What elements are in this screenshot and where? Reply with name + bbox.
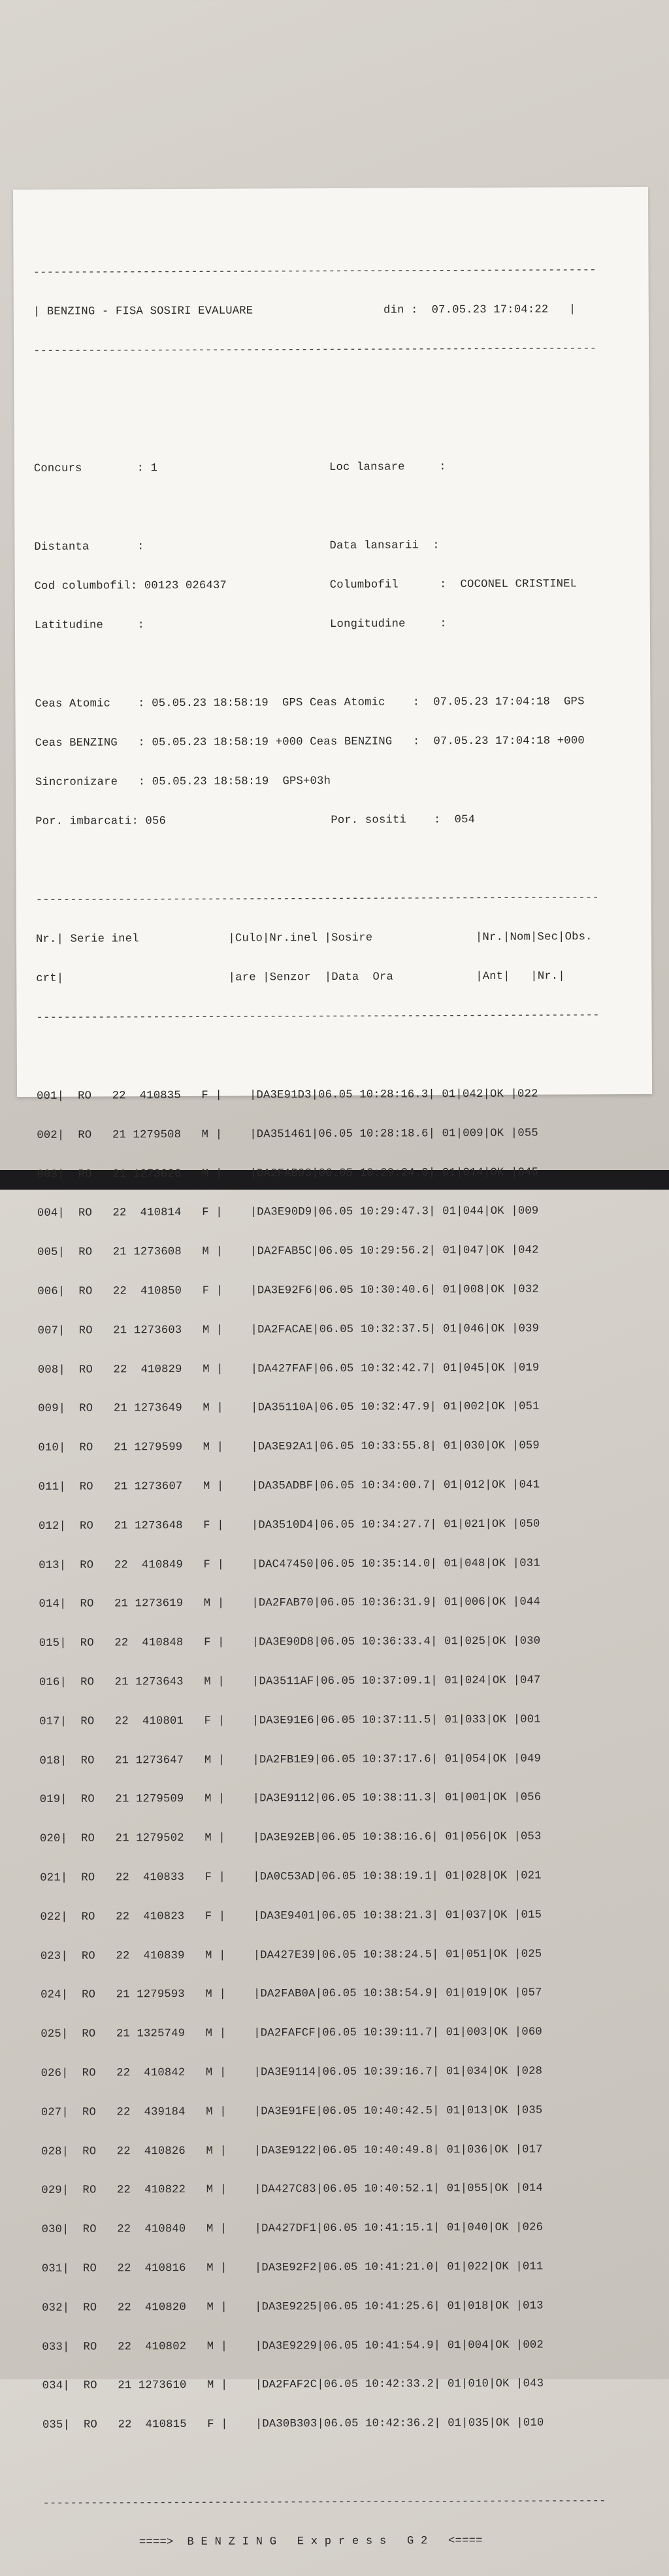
header-top-rule: ---------------------------------------------------------------------------------- bbox=[35, 892, 599, 907]
table-row: 035| RO 22 410815 F | |DA30B303|06.05 10:42:36.2| 01|035|OK |010 bbox=[42, 2417, 544, 2432]
info-line-blank-2 bbox=[35, 656, 636, 672]
report-title: | BENZING - FISA SOSIRI EVALUARE din : 07.05.23 17:04:22 | bbox=[33, 303, 576, 318]
table-row: 007| RO 21 1273603 M | |DA2FACAE|06.05 10:32:37.5| 01|046|OK |039 bbox=[37, 1322, 540, 1337]
table-row: 017| RO 22 410801 F | |DA3E91E6|06.05 10:37:11.5| 01|033|OK |001 bbox=[39, 1713, 541, 1728]
info-block bbox=[34, 434, 637, 855]
table-row: 021| RO 22 410833 F | |DA0C53AD|06.05 10:38:19.1| 01|028|OK |021 bbox=[40, 1869, 542, 1884]
table-row: 027| RO 22 439184 M | |DA3E91FE|06.05 10:40:42.5| 01|013|OK |035 bbox=[41, 2104, 543, 2119]
table-row: 031| RO 22 410816 M | |DA3E92F2|06.05 10:41:21.0| 01|022|OK |011 bbox=[41, 2260, 544, 2275]
table-row: 028| RO 22 410826 M | |DA3E9122|06.05 10:40:49.8| 01|036|OK |017 bbox=[41, 2143, 543, 2158]
table-row: 033| RO 22 410802 M | |DA3E9229|06.05 10:41:54.9| 01|004|OK |002 bbox=[42, 2339, 544, 2354]
table-row: 015| RO 22 410848 F | |DA3E90D8|06.05 10:36:33.4| 01|025|OK |030 bbox=[39, 1635, 541, 1650]
title-rule: ---------------------------------------------------------------------------------- bbox=[33, 343, 597, 358]
info-line-columbofil: Cod columbofil: 00123 026437 Columbofil : COCONEL CRISTINEL bbox=[34, 578, 578, 593]
table-row: 029| RO 22 410822 M | |DA427C83|06.05 10:40:52.1| 01|055|OK |014 bbox=[41, 2182, 543, 2198]
info-line-ceas-atomic: Ceas Atomic : 05.05.23 18:58:19 GPS Ceas Atomic : 07.05.23 17:04:18 GPS bbox=[35, 695, 585, 711]
info-line-concurs: Concurs : 1 Loc lansare : bbox=[33, 461, 446, 475]
table-row: 022| RO 22 410823 F | |DA3E9401|06.05 10:38:21.3| 01|037|OK |015 bbox=[40, 1909, 542, 1924]
table-row: 020| RO 21 1279502 M | |DA3E92EB|06.05 10:38:16.6| 01|056|OK |053 bbox=[39, 1830, 542, 1846]
table-row: 005| RO 21 1273608 M | |DA2FAB5C|06.05 10:29:56.2| 01|047|OK |042 bbox=[37, 1244, 539, 1260]
table-row: 008| RO 22 410829 M | |DA427FAF|06.05 10:32:42.7| 01|045|OK |019 bbox=[37, 1362, 540, 1377]
table-row: 014| RO 21 1273619 M | |DA2FAB70|06.05 10:36:31.9| 01|006|OK |044 bbox=[39, 1596, 541, 1611]
printed-sheet bbox=[13, 187, 652, 2549]
table-row: 034| RO 21 1273610 M | |DA2FAF2C|06.05 10:42:33.2| 01|010|OK |043 bbox=[42, 2377, 544, 2393]
info-line-latitudine: Latitudine : Longitudine : bbox=[34, 618, 447, 632]
table-row: 004| RO 22 410814 F | |DA3E90D9|06.05 10:29:47.3| 01|044|OK |009 bbox=[37, 1205, 539, 1220]
table-row: 024| RO 21 1279593 M | |DA2FAB0A|06.05 10:38:54.9| 01|019|OK |057 bbox=[41, 1986, 542, 2002]
table-row: 006| RO 22 410850 F | |DA3E92F6|06.05 10:30:40.6| 01|008|OK |032 bbox=[37, 1283, 539, 1298]
table-row: 026| RO 22 410842 M | |DA3E9114|06.05 10:39:16.7| 01|034|OK |028 bbox=[41, 2065, 543, 2080]
table-row: 016| RO 21 1273643 M | |DA3511AF|06.05 10:37:09.1| 01|024|OK |047 bbox=[39, 1674, 541, 1689]
table-bottom-rule: ---------------------------------------------------------------------------------- bbox=[42, 2495, 606, 2510]
table-row: 010| RO 21 1279599 M | |DA3E92A1|06.05 10:33:55.8| 01|030|OK |059 bbox=[38, 1439, 540, 1455]
table-row: 002| RO 21 1279508 M | |DA351461|06.05 10:28:18.6| 01|009|OK |055 bbox=[37, 1127, 538, 1142]
table-row: 025| RO 21 1325749 M | |DA2FAFCF|06.05 10:39:11.7| 01|003|OK |060 bbox=[41, 2026, 542, 2041]
table-row: 011| RO 21 1273607 M | |DA35ADBF|06.05 10:34:00.7| 01|012|OK |041 bbox=[38, 1479, 540, 1494]
footer-banner: ====> B E N Z I N G E x p r e s s G 2 <==== bbox=[42, 2534, 483, 2549]
table-row: 013| RO 22 410849 F | |DAC47450|06.05 10:35:14.0| 01|048|OK |031 bbox=[39, 1557, 540, 1572]
top-rule: ---------------------------------------------------------------------------------- bbox=[33, 264, 596, 279]
table-row: 009| RO 21 1273649 M | |DA35110A|06.05 10:32:47.9| 01|002|OK |051 bbox=[38, 1400, 540, 1416]
table-row: 018| RO 21 1273647 M | |DA2FB1E9|06.05 10:37:17.6| 01|054|OK |049 bbox=[39, 1752, 542, 1767]
table-row: 032| RO 22 410820 M | |DA3E9225|06.05 10:41:25.6| 01|018|OK |013 bbox=[42, 2300, 544, 2315]
table-header-2: crt| |are |Senzor |Data Ora |Ant| |Nr.| bbox=[36, 970, 565, 985]
info-line-porumbei: Por. imbarcati: 056 Por. sositi : 054 bbox=[35, 814, 476, 828]
info-line-distanta: Distanta : Data lansarii : bbox=[34, 539, 440, 554]
table-header-1: Nr.| Serie inel |Culo|Nr.inel |Sosire |Nr.|Nom|Sec|Obs. bbox=[35, 931, 593, 946]
table-row: 019| RO 21 1279509 M | |DA3E9112|06.05 10:38:11.3| 01|001|OK |056 bbox=[39, 1791, 542, 1807]
table-row: 001| RO 22 410835 F | |DA3E91D3|06.05 10:28:16.3| 01|042|OK |022 bbox=[37, 1088, 538, 1103]
table-row: 012| RO 21 1273648 F | |DA3510D4|06.05 10:34:27.7| 01|021|OK |050 bbox=[38, 1518, 540, 1533]
arrivals-table bbox=[37, 1062, 644, 2458]
table-row: 030| RO 22 410840 M | |DA427DF1|06.05 10:41:15.1| 01|040|OK |026 bbox=[41, 2221, 544, 2237]
report bbox=[33, 225, 644, 2576]
table-row: 003| RO 21 1273626 M | |DA2FAB93|06.05 10:29:24.0| 01|014|OK |045 bbox=[37, 1166, 539, 1181]
header-bottom-rule: ---------------------------------------------------------------------------------- bbox=[36, 1009, 600, 1024]
table-row: 023| RO 22 410839 M | |DA427E39|06.05 10:38:24.5| 01|051|OK |025 bbox=[40, 1948, 542, 1963]
info-line-blank bbox=[34, 499, 635, 515]
info-line-ceas-benzing: Ceas BENZING : 05.05.23 18:58:19 +000 Ceas BENZING : 07.05.23 17:04:18 +000 bbox=[35, 735, 585, 750]
info-line-sincronizare: Sincronizare : 05.05.23 18:58:19 GPS+03h bbox=[35, 775, 331, 789]
